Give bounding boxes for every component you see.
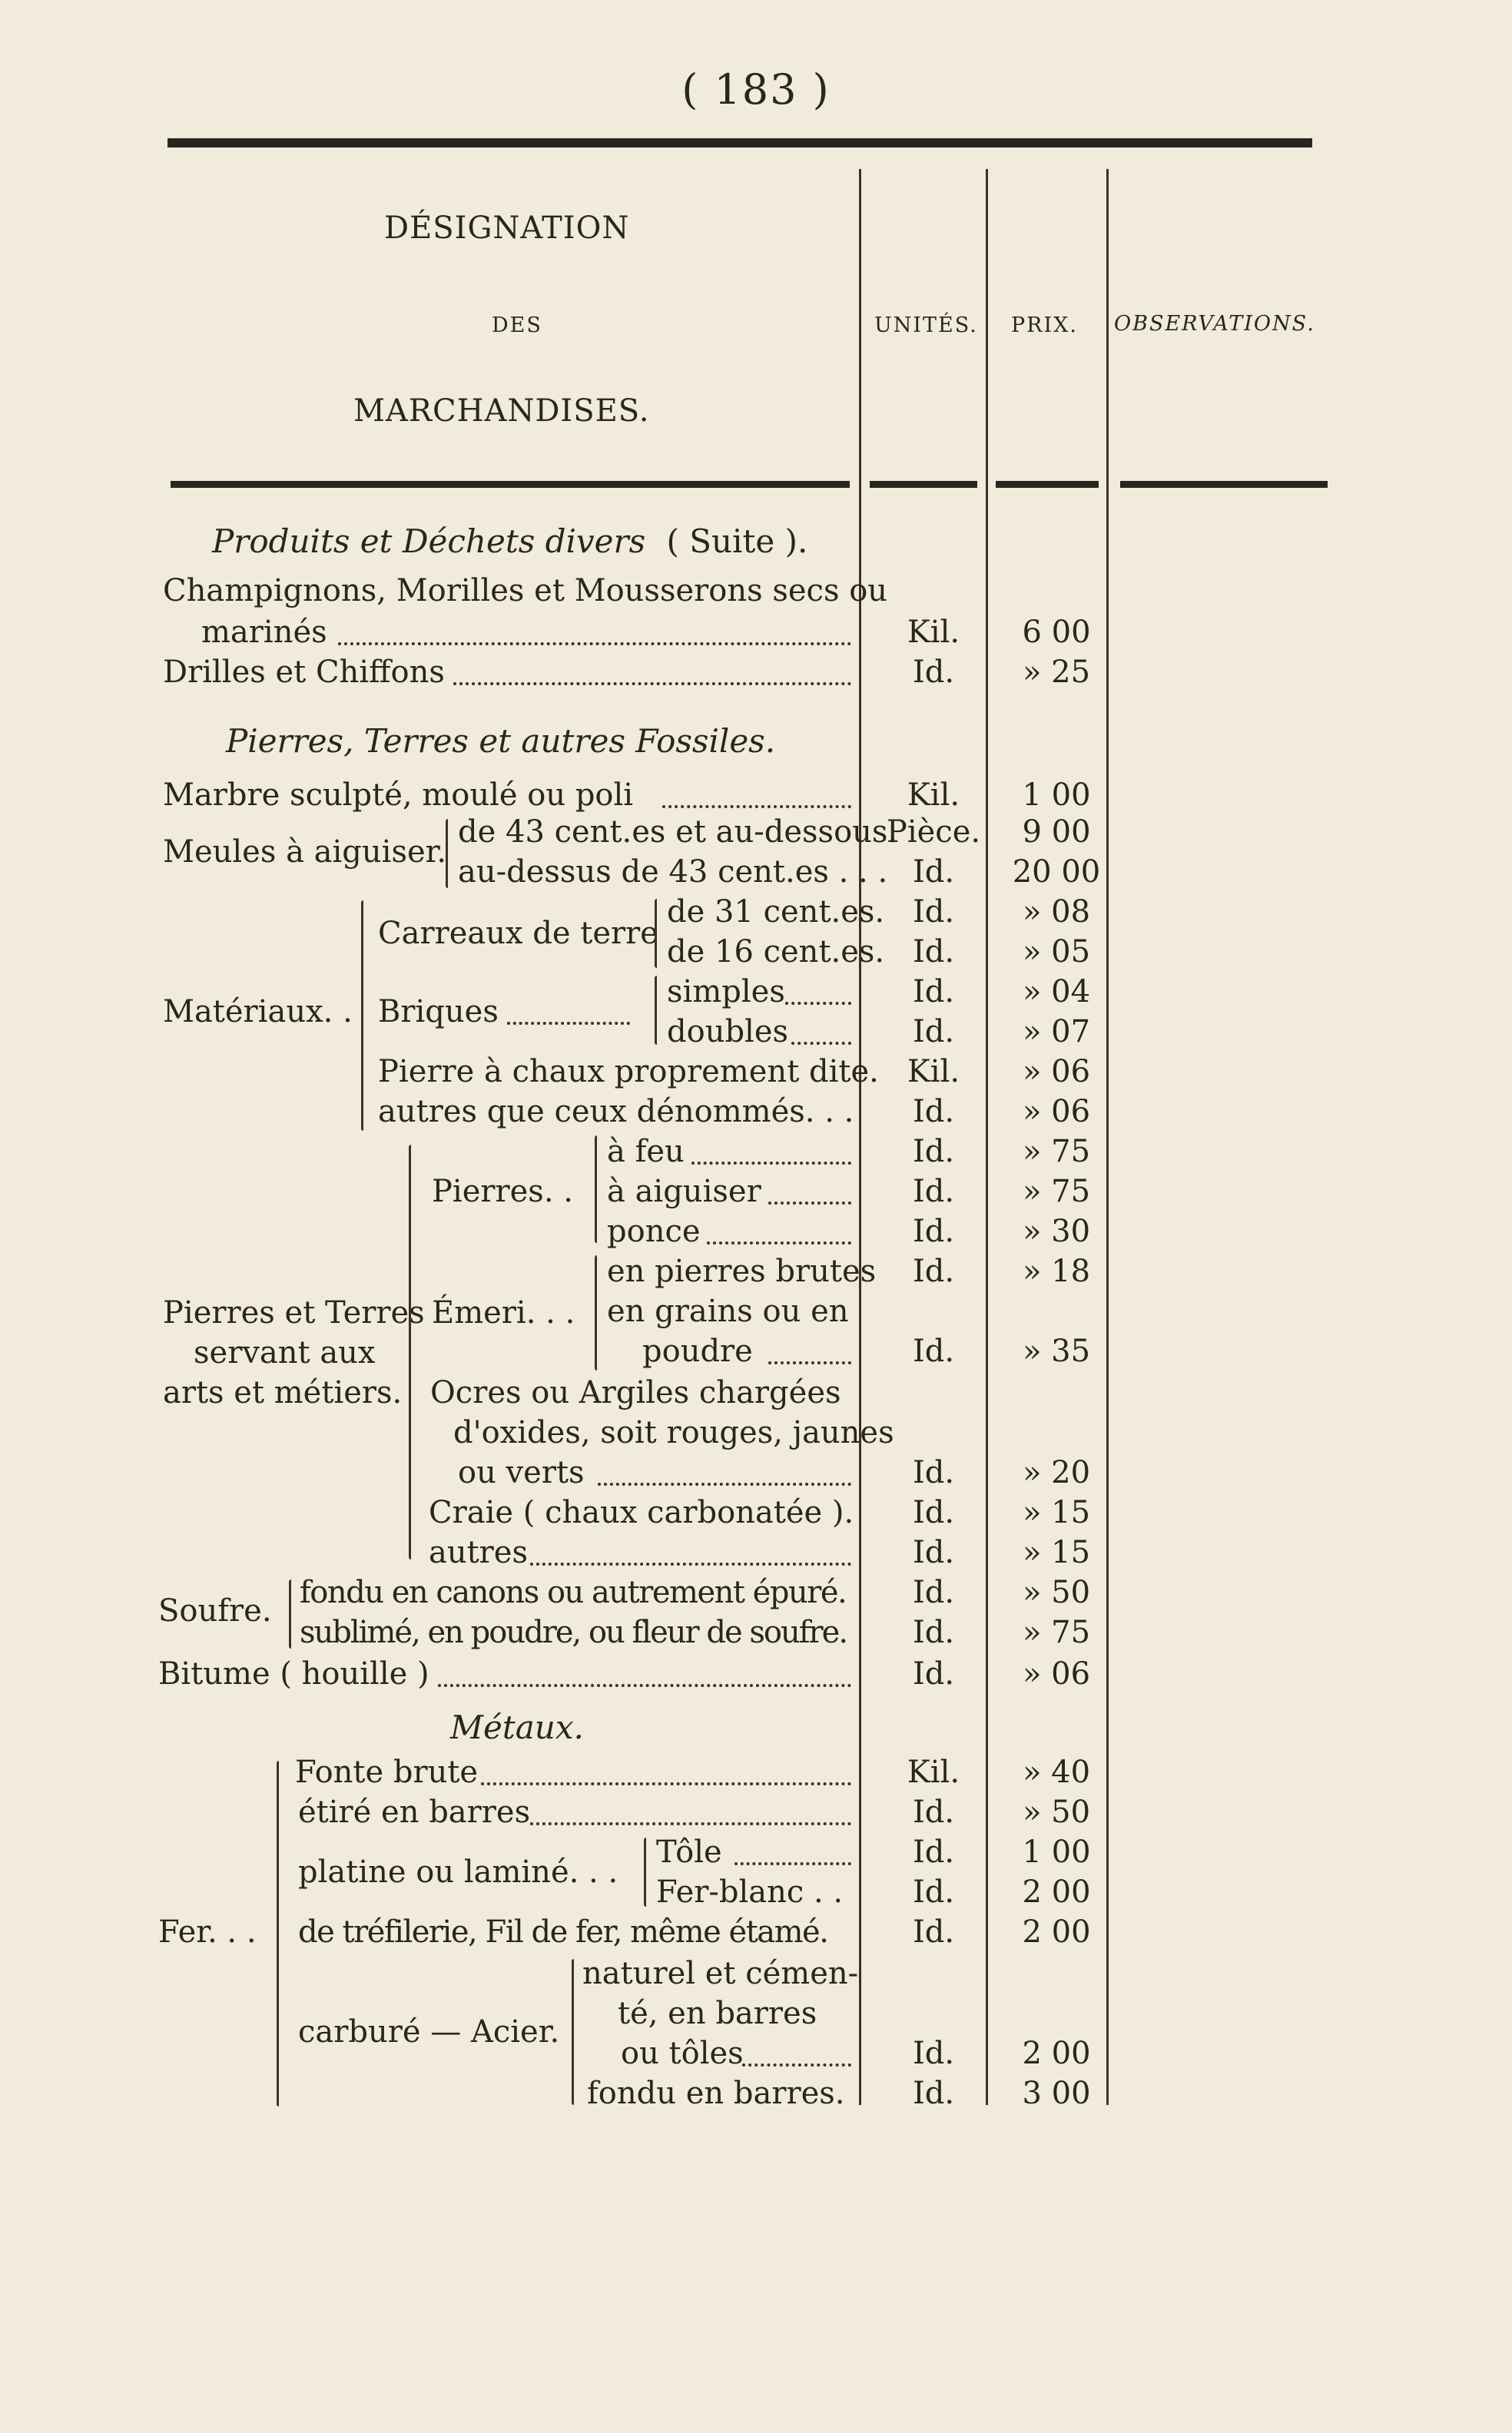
price-cell: » 75 [1022, 1615, 1091, 1650]
leader [662, 805, 851, 808]
leader [707, 1241, 851, 1245]
unit-cell: Id. [912, 1455, 955, 1490]
header-rule-unites [870, 481, 977, 488]
price-cell: 6 00 [1022, 615, 1091, 650]
label-soufre: Soufre. [158, 1593, 272, 1629]
label-drilles: Drilles et Chiffons [163, 655, 445, 690]
label-acier-b: fondu en barres. [587, 2076, 845, 2111]
price-cell: » 35 [1022, 1334, 1091, 1369]
label-materiaux: Matériaux. . [163, 994, 353, 1029]
unit-cell: Id. [912, 655, 955, 690]
leader [768, 1361, 851, 1364]
brace [644, 1838, 646, 1907]
unit-cell: Id. [912, 1094, 955, 1129]
brace [289, 1579, 291, 1649]
unit-cell: Id. [912, 1874, 955, 1910]
unit-cell: Id. [912, 934, 955, 970]
unit-cell: Kil. [907, 777, 960, 813]
label-briques-b: doubles [667, 1014, 789, 1049]
leader [791, 1042, 851, 1045]
price-cell: 2 00 [1022, 1874, 1091, 1910]
price-cell: » 06 [1022, 1656, 1091, 1692]
unit-cell: Id. [912, 1795, 955, 1830]
header-des: DES [492, 313, 542, 337]
unit-cell: Id. [912, 1575, 955, 1610]
brace [361, 900, 363, 1131]
price-cell: » 15 [1022, 1535, 1091, 1570]
page-number: ( 183 ) [681, 65, 831, 114]
label-pierres-a: à feu [607, 1134, 685, 1169]
header-rule-designation [171, 481, 850, 488]
price-cell: 1 00 [1022, 1835, 1091, 1870]
price-cell: 1 00 [1022, 777, 1091, 813]
label-autres-que: autres que ceux dénommés. . . [378, 1094, 854, 1129]
header-designation: DÉSIGNATION [384, 210, 630, 246]
price-cell: » 50 [1022, 1575, 1091, 1610]
label-acier-a3: ou tôles [621, 2036, 744, 2071]
header-marchandises: MARCHANDISES. [353, 393, 650, 429]
header-prix: PRIX. [1011, 313, 1078, 337]
top-rule [167, 138, 1312, 148]
unit-cell: Id. [912, 974, 955, 1009]
leader [734, 1862, 851, 1865]
label-briques: Briques [378, 994, 499, 1029]
brace [595, 1255, 597, 1371]
label-ocres-1: Ocres ou Argiles chargées [430, 1375, 841, 1410]
label-trefilerie: de tréfilerie, Fil de fer, même étamé. [298, 1914, 828, 1950]
leader [530, 1822, 851, 1825]
label-carreaux: Carreaux de terre [378, 916, 658, 951]
brace [595, 1135, 597, 1243]
label-meules: Meules à aiguiser. [163, 834, 447, 870]
price-cell: » 08 [1022, 894, 1091, 930]
unit-cell: Id. [912, 2076, 955, 2111]
header-rule-observations [1120, 481, 1328, 488]
unit-cell: Kil. [907, 1755, 960, 1790]
unit-cell: Id. [912, 894, 955, 930]
label-pierres-terres-3: arts et métiers. [163, 1375, 403, 1410]
brace [409, 1145, 411, 1560]
leader [785, 1002, 851, 1005]
price-cell: 2 00 [1022, 1914, 1091, 1950]
label-carbure: carburé — Acier. [298, 2014, 560, 2050]
leader [742, 2063, 851, 2067]
label-soufre-a: fondu en canons ou autrement épuré. [300, 1575, 847, 1610]
unit-cell: Id. [912, 854, 955, 890]
leader [481, 1782, 851, 1785]
unit-cell: Id. [912, 1254, 955, 1289]
unit-cell: Id. [912, 1615, 955, 1650]
brace [277, 1761, 279, 2107]
label-craie: Craie ( chaux carbonatée ). [429, 1495, 854, 1530]
unit-cell: Id. [912, 1214, 955, 1249]
label-soufre-b: sublimé, en poudre, ou fleur de soufre. [300, 1615, 847, 1650]
label-etire: étiré en barres [298, 1795, 531, 1830]
header-observations: OBSERVATIONS. [1114, 312, 1315, 336]
header-rule-prix [996, 481, 1099, 488]
label-carreaux-a: de 31 cent.es. [667, 894, 885, 930]
section-produits-suite: ( Suite ). [666, 522, 808, 560]
label-champignons-2: marinés [201, 615, 327, 650]
label-emeri-b1: en grains ou en [607, 1294, 849, 1329]
label-marbre: Marbre sculpté, moulé ou poli [163, 777, 634, 813]
price-cell: » 40 [1022, 1755, 1091, 1790]
leader [338, 642, 851, 645]
price-cell: » 75 [1022, 1134, 1091, 1169]
header-unites: UNITÉS. [874, 313, 978, 337]
leader [768, 1202, 851, 1205]
unit-cell: Id. [912, 1914, 955, 1950]
brace [446, 819, 448, 888]
price-cell: » 07 [1022, 1014, 1091, 1049]
unit-cell: Kil. [907, 1054, 960, 1089]
price-cell: » 15 [1022, 1495, 1091, 1530]
leader [453, 682, 851, 685]
price-cell: » 30 [1022, 1214, 1091, 1249]
brace [655, 899, 657, 968]
label-ocres-3: ou verts [458, 1455, 585, 1490]
label-carreaux-b: de 16 cent.es. [667, 934, 885, 970]
section-metaux: Métaux. [450, 1709, 584, 1746]
leader [598, 1483, 851, 1486]
unit-cell: Id. [912, 1134, 955, 1169]
label-pierre-chaux: Pierre à chaux proprement dite. [378, 1054, 879, 1089]
label-champignons-1: Champignons, Morilles et Mousserons secs ou [163, 573, 888, 608]
price-cell: » 25 [1022, 655, 1091, 690]
unit-cell: Kil. [907, 615, 960, 650]
label-acier-a1: naturel et cémen- [582, 1956, 859, 1991]
brace [572, 1959, 574, 2105]
column-divider-1 [859, 169, 861, 2105]
label-briques-a: simples [667, 974, 785, 1009]
label-fonte: Fonte brute [295, 1755, 479, 1790]
price-cell: 2 00 [1022, 2036, 1091, 2071]
label-meules-a: de 43 cent.es et au-dessous. [458, 814, 898, 850]
section-pierres: Pierres, Terres et autres Fossiles. [226, 722, 776, 760]
price-cell: » 50 [1022, 1795, 1091, 1830]
brace [655, 976, 657, 1045]
unit-cell: Id. [912, 1014, 955, 1049]
label-pierres-b: à aiguiser [607, 1174, 761, 1209]
unit-cell: Pièce. [886, 814, 981, 850]
label-emeri-b2: poudre [642, 1334, 753, 1369]
price-cell: 9 00 [1022, 814, 1091, 850]
label-emeri: Émeri. . . [432, 1295, 575, 1331]
label-autres: autres [429, 1535, 529, 1570]
label-ocres-2: d'oxides, soit rouges, jaunes [453, 1415, 894, 1450]
label-platine-a: Tôle [656, 1835, 722, 1870]
label-meules-b: au-dessus de 43 cent.es . . . [458, 854, 888, 890]
unit-cell: Id. [912, 1656, 955, 1692]
unit-cell: Id. [912, 1495, 955, 1530]
price-cell: » 05 [1022, 934, 1091, 970]
label-emeri-a: en pierres brutes [607, 1254, 877, 1289]
price-cell: » 18 [1022, 1254, 1091, 1289]
label-bitume: Bitume ( houille ) [158, 1656, 429, 1692]
label-pierres-terres-2: servant aux [194, 1335, 376, 1371]
label-platine: platine ou laminé. . . [298, 1855, 618, 1890]
label-platine-b: Fer-blanc . . [656, 1874, 844, 1910]
label-fer: Fer. . . [158, 1914, 257, 1950]
unit-cell: Id. [912, 1334, 955, 1369]
label-acier-a2: té, en barres [618, 1996, 817, 2031]
price-cell: » 06 [1022, 1094, 1091, 1129]
leader [530, 1563, 851, 1566]
label-pierres-c: ponce [607, 1214, 701, 1249]
price-cell: » 06 [1022, 1054, 1091, 1089]
leader [438, 1684, 851, 1687]
label-pierres: Pierres. . [432, 1174, 573, 1209]
price-cell: » 04 [1022, 974, 1091, 1009]
price-cell: 3 00 [1022, 2076, 1091, 2111]
leader [507, 1022, 630, 1025]
unit-cell: Id. [912, 1174, 955, 1209]
price-cell: » 20 [1022, 1455, 1091, 1490]
label-pierres-terres-1: Pierres et Terres [163, 1295, 425, 1331]
unit-cell: Id. [912, 1535, 955, 1570]
price-cell: 20 00 [1012, 854, 1101, 890]
leader [691, 1162, 851, 1165]
section-produits-title: Produits et Déchets divers [212, 522, 646, 560]
price-cell: » 75 [1022, 1174, 1091, 1209]
unit-cell: Id. [912, 2036, 955, 2071]
unit-cell: Id. [912, 1835, 955, 1870]
section-produits [212, 522, 807, 560]
